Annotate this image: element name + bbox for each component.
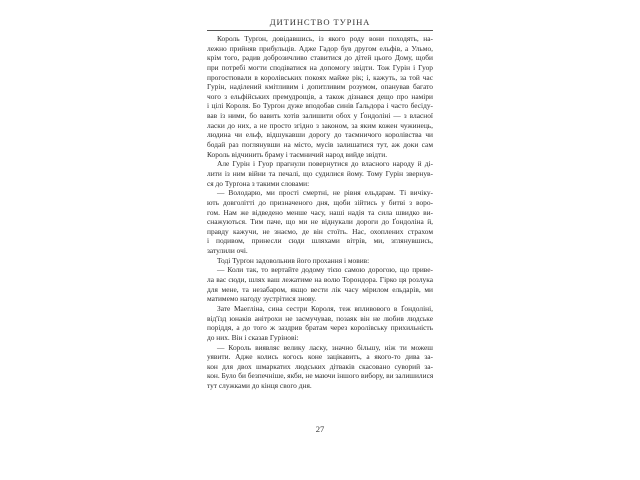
text-line: уявити. Адже колись когось коне зацікавить, а якого-то дива за- [207,352,433,362]
text-line: Зате Маегліна, сина сестри Короля, теж впливового в Ґондоліні, [217,303,433,313]
text-line: ють довголітті до призначеного дня, щоби зійтись у битві з воро- [207,197,433,207]
text-line: і подивом, принесли сюди шляхами вітрів, ми, зглянувшись, [207,236,433,246]
text-line: ласки до них, а не просто згідно з законом, за яким кожен чужинець, [207,120,433,130]
text-line: до них. Він і сказав Гурінові: [207,332,299,342]
text-line: кон. Було би безпечніше, якби, не маючи іншого вибору, ви залишилися [207,371,433,381]
text-line: Тоді Турґон задовольнив його прохання і мовив: [217,255,370,265]
text-line: лежно прийняв прибульців. Адже Гадор був другом ельфів, а Ульмо, [207,43,433,53]
text-line: — Король виявляє велику ласку, значно більшу, ніж ти можеш [217,342,433,352]
page-number: 27 [315,424,325,434]
text-line: ла вас сюди, шлях ваш лежатиме на волю Торондора. Гірко ця розлука [207,275,433,285]
text-line: снажуються. Тим паче, що ми не віднукали дороги до Ґондоліна й, [207,217,433,227]
text-line: Король Турґон, довідавшись, із якого роду вони походять, на- [217,34,433,43]
text-line: бодай раз поглянувши на місто, мусів залишатися тут, аж доки сам [207,140,433,150]
text-line: для мене, та незабаром, якщо вести лік часу мірилом ельдарів, ми [207,284,433,294]
text-line: при потребі могти сподіватися на допомогу звідти. Тож Гурін і Гуор [207,62,433,72]
text-line: матимемо нагоду зустрітися знову. [207,294,317,304]
text-line: ся до Турґона з такими словами: [207,178,310,188]
text-line: від'їзд юнаків анітрохи не засмучував, позаяк він не любив людське [207,313,433,323]
text-line: тут служками до кінця свого дня. [207,381,312,391]
text-line: чого з ельфійських премудрощів, а також дізнався дещо про наміри [207,91,433,101]
text-line: крім того, радив доброзичливо ставитися до дітей цього Дому, щоби [207,53,433,63]
text-line: Гурін, наділений кмітливим і допитливим розумом, опанував багато [207,82,433,92]
text-line: людина чи ельф, відшукавши дорогу до таємничого королівства чи [207,130,433,140]
text-line: вав із ними, бо вавить хотів залишити обох у Ґондоліні — з власної [207,111,433,121]
text-line: Але Гурін і Гуор прагнули повернутися до власного народу й ді- [217,159,433,169]
text-line: поріддя, а до того ж заздрив братам через королівську прихильність [207,323,433,333]
text-line: правду кажучи, не знаємо, де він стоїть. Нас, охоплених страхом [207,226,433,236]
text-line: і цілі Короля. Бо Турґон дуже вподобав синів Ґальдора і часто бесіду- [207,101,433,111]
text-line: лити із ним війни та печалі, що судилися йому. Тому Гурін звернув- [207,168,433,178]
text-line: — Володарю, ми прості смертні, не рівня ельдарам. Ті вичіку- [217,188,433,198]
text-line: — Коли так, то вертайте додому тією самою дорогою, що приве- [217,265,433,275]
body-text [207,34,433,391]
text-line: гом. Нам же відведено менше часу, наші надія та сила швидко ви- [207,207,433,217]
header-rule [207,30,433,31]
text-line: прогостювали в королівських покоях майже рік; і, кажуть, за той час [207,72,433,82]
text-line: Король відчинить браму і таємничий народ вийде звідти. [207,149,388,159]
text-line: затулили очі. [207,246,248,256]
text-line: кон для двох шмаркатих людських дітваків скасовано суворий за- [207,361,433,371]
running-head: ДИТИНСТВО ТУРІНА [269,17,371,27]
